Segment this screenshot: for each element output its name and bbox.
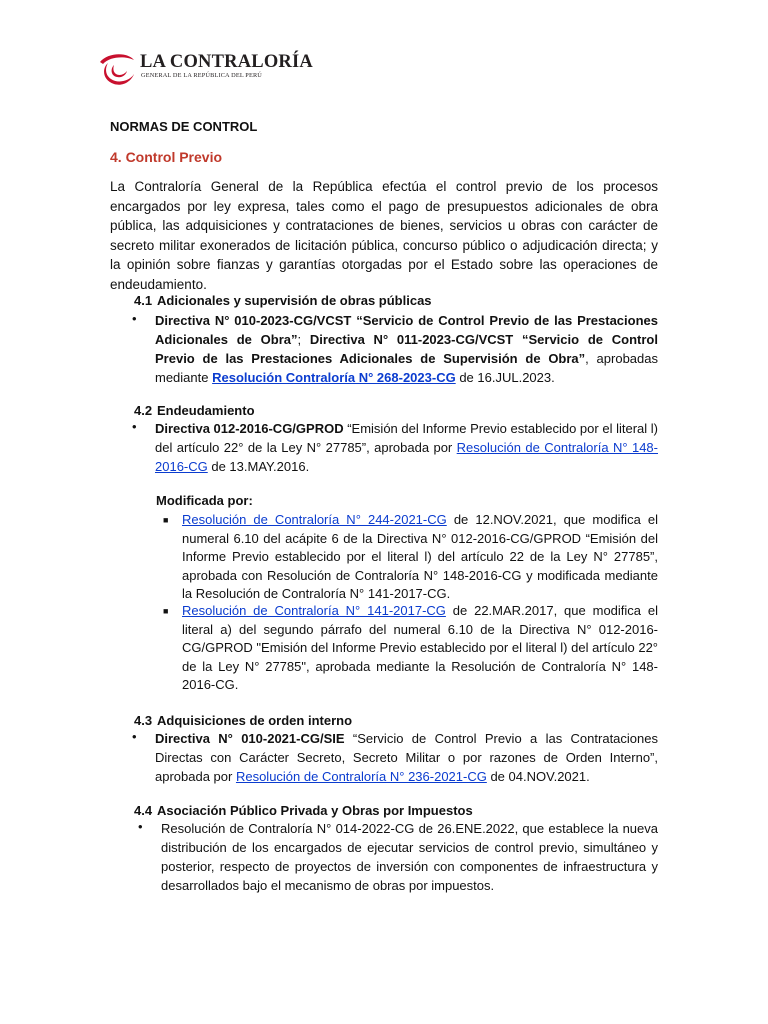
- list-item-text: Resolución de Contraloría N° 014-2022-CG de 26.ENE.2022, que establece la nueva distribución de los encargados de ejecutar servicios de control previo, simultáneo y posterior, respecto de proyectos de inversión con componentes de infraestructura y desarrollados bajo el mecanismo de obras por impuestos.: [161, 821, 658, 893]
- modified-by-label: Modificada por:: [156, 493, 253, 508]
- logo-title: LA CONTRALORÍA: [140, 52, 313, 72]
- body-text: de 22.MAR.2017, que modifica el literal a) del segundo párrafo del numeral 6.10 de la Directiva N° 012-2016-CG/GPROD "Emisión del Informe Previo establecido por el literal l) del artículo 22° de la Ley N° 27785", aprobada mediante la Resolución de Contraloría N° 148-2016-CG.: [182, 603, 659, 693]
- bullet-icon: •: [138, 819, 143, 834]
- resolution-link[interactable]: Resolución de Contraloría N° 148-2016-CG: [155, 440, 658, 474]
- bullet-icon: •: [132, 729, 137, 744]
- subsection-4-2-title: [134, 403, 255, 418]
- resolution-link[interactable]: Resolución Contraloría N° 268-2023-CG: [212, 370, 456, 385]
- subsection-4-3-title: [134, 713, 352, 728]
- contraloria-emblem-icon: [94, 50, 138, 90]
- square-bullet-icon: ■: [163, 606, 169, 616]
- body-text: “Emisión del Informe Previo establecido por el literal l) del artículo 22° de la Ley N° 27785”, aprobada por: [155, 421, 658, 455]
- section-title: 4. Control Previo: [110, 149, 223, 165]
- contraloria-logo: [94, 50, 313, 90]
- logo-subtitle: GENERAL DE LA REPÚBLICA DEL PERÚ: [141, 72, 262, 79]
- subsection-4-1-title: [134, 293, 432, 308]
- subsection-number: 4.4: [134, 803, 153, 818]
- resolution-link[interactable]: Resolución de Contraloría N° 141-2017-CG: [182, 603, 446, 618]
- document-heading: NORMAS DE CONTROL: [110, 119, 258, 134]
- resolution-link[interactable]: Resolución de Contraloría N° 236-2021-CG: [235, 769, 487, 784]
- list-item-text: [155, 419, 658, 476]
- subsection-4-4-title: [134, 803, 473, 818]
- sub-list-item: [182, 511, 658, 604]
- intro-paragraph: La Contraloría General de la República efectúa el control previo de los procesos encargados por ley expresa, tales como el pago de presupuestos adicionales de obra pública, las adquisiciones y contrataciones de bienes, servicios u obras con carácter de secreto militar exonerados de licitación pública, concurso público o adjudicación directa; y la opinión sobre fianzas y garantías otorgadas por el Estado sobre las operaciones de endeudamiento.: [110, 179, 658, 292]
- separator-text: ;: [297, 332, 310, 347]
- directive-name: Directiva N° 010-2023-CG/VCST “Servicio de Control Previo de las Prestaciones Adicionales de Obra”: [155, 313, 658, 347]
- body-text: de 13.MAY.2016.: [207, 459, 310, 474]
- subsection-number: 4.1: [134, 293, 153, 308]
- subsection-label: Adquisiciones de orden interno: [157, 713, 353, 728]
- subsection-number: 4.2: [134, 403, 153, 418]
- bullet-icon: •: [132, 311, 137, 326]
- body-text: “Servicio de Control Previo a las Contrataciones Directas con Carácter Secreto, Secreto Militar o por razones de Orden Interno”, aprobada por: [155, 731, 658, 784]
- sub-list-item: [182, 602, 658, 695]
- subsection-number: 4.3: [134, 713, 153, 728]
- body-text: de 04.NOV.2021.: [486, 769, 590, 784]
- body-text: de 16.JUL.2023.: [455, 370, 555, 385]
- body-text: , aprobadas mediante: [155, 351, 658, 385]
- directive-name: Directiva N° 011-2023-CG/VCST “Servicio de Control Previo de las Prestaciones Adicionales de Supervisión de Obra”: [155, 332, 658, 366]
- bullet-icon: •: [132, 419, 137, 434]
- square-bullet-icon: ■: [163, 515, 169, 525]
- directive-name: Directiva 012-2016-CG/GPROD: [155, 421, 344, 436]
- list-item-text: [155, 729, 658, 786]
- body-text: de 12.NOV.2021, que modifica el numeral 6.10 del acápite 6 de la Directiva N° 012-2016-CG/GPROD “Emisión del Informe Previo establecido por el literal l) del artículo 22 de la Ley N° 27785”, aprobada con Resolución de Contraloría N° 148-2016-CG y modificada mediante la Resolución de Contraloría N° 141-2017-CG.: [182, 512, 658, 602]
- subsection-label: Endeudamiento: [157, 403, 255, 418]
- subsection-label: Asociación Público Privada y Obras por Impuestos: [157, 803, 473, 818]
- directive-name: Directiva N° 010-2021-CG/SIE: [155, 731, 345, 746]
- resolution-link[interactable]: Resolución de Contraloría N° 244-2021-CG: [182, 512, 447, 527]
- list-item-text: [155, 311, 658, 387]
- subsection-label: Adicionales y supervisión de obras públicas: [157, 293, 432, 308]
